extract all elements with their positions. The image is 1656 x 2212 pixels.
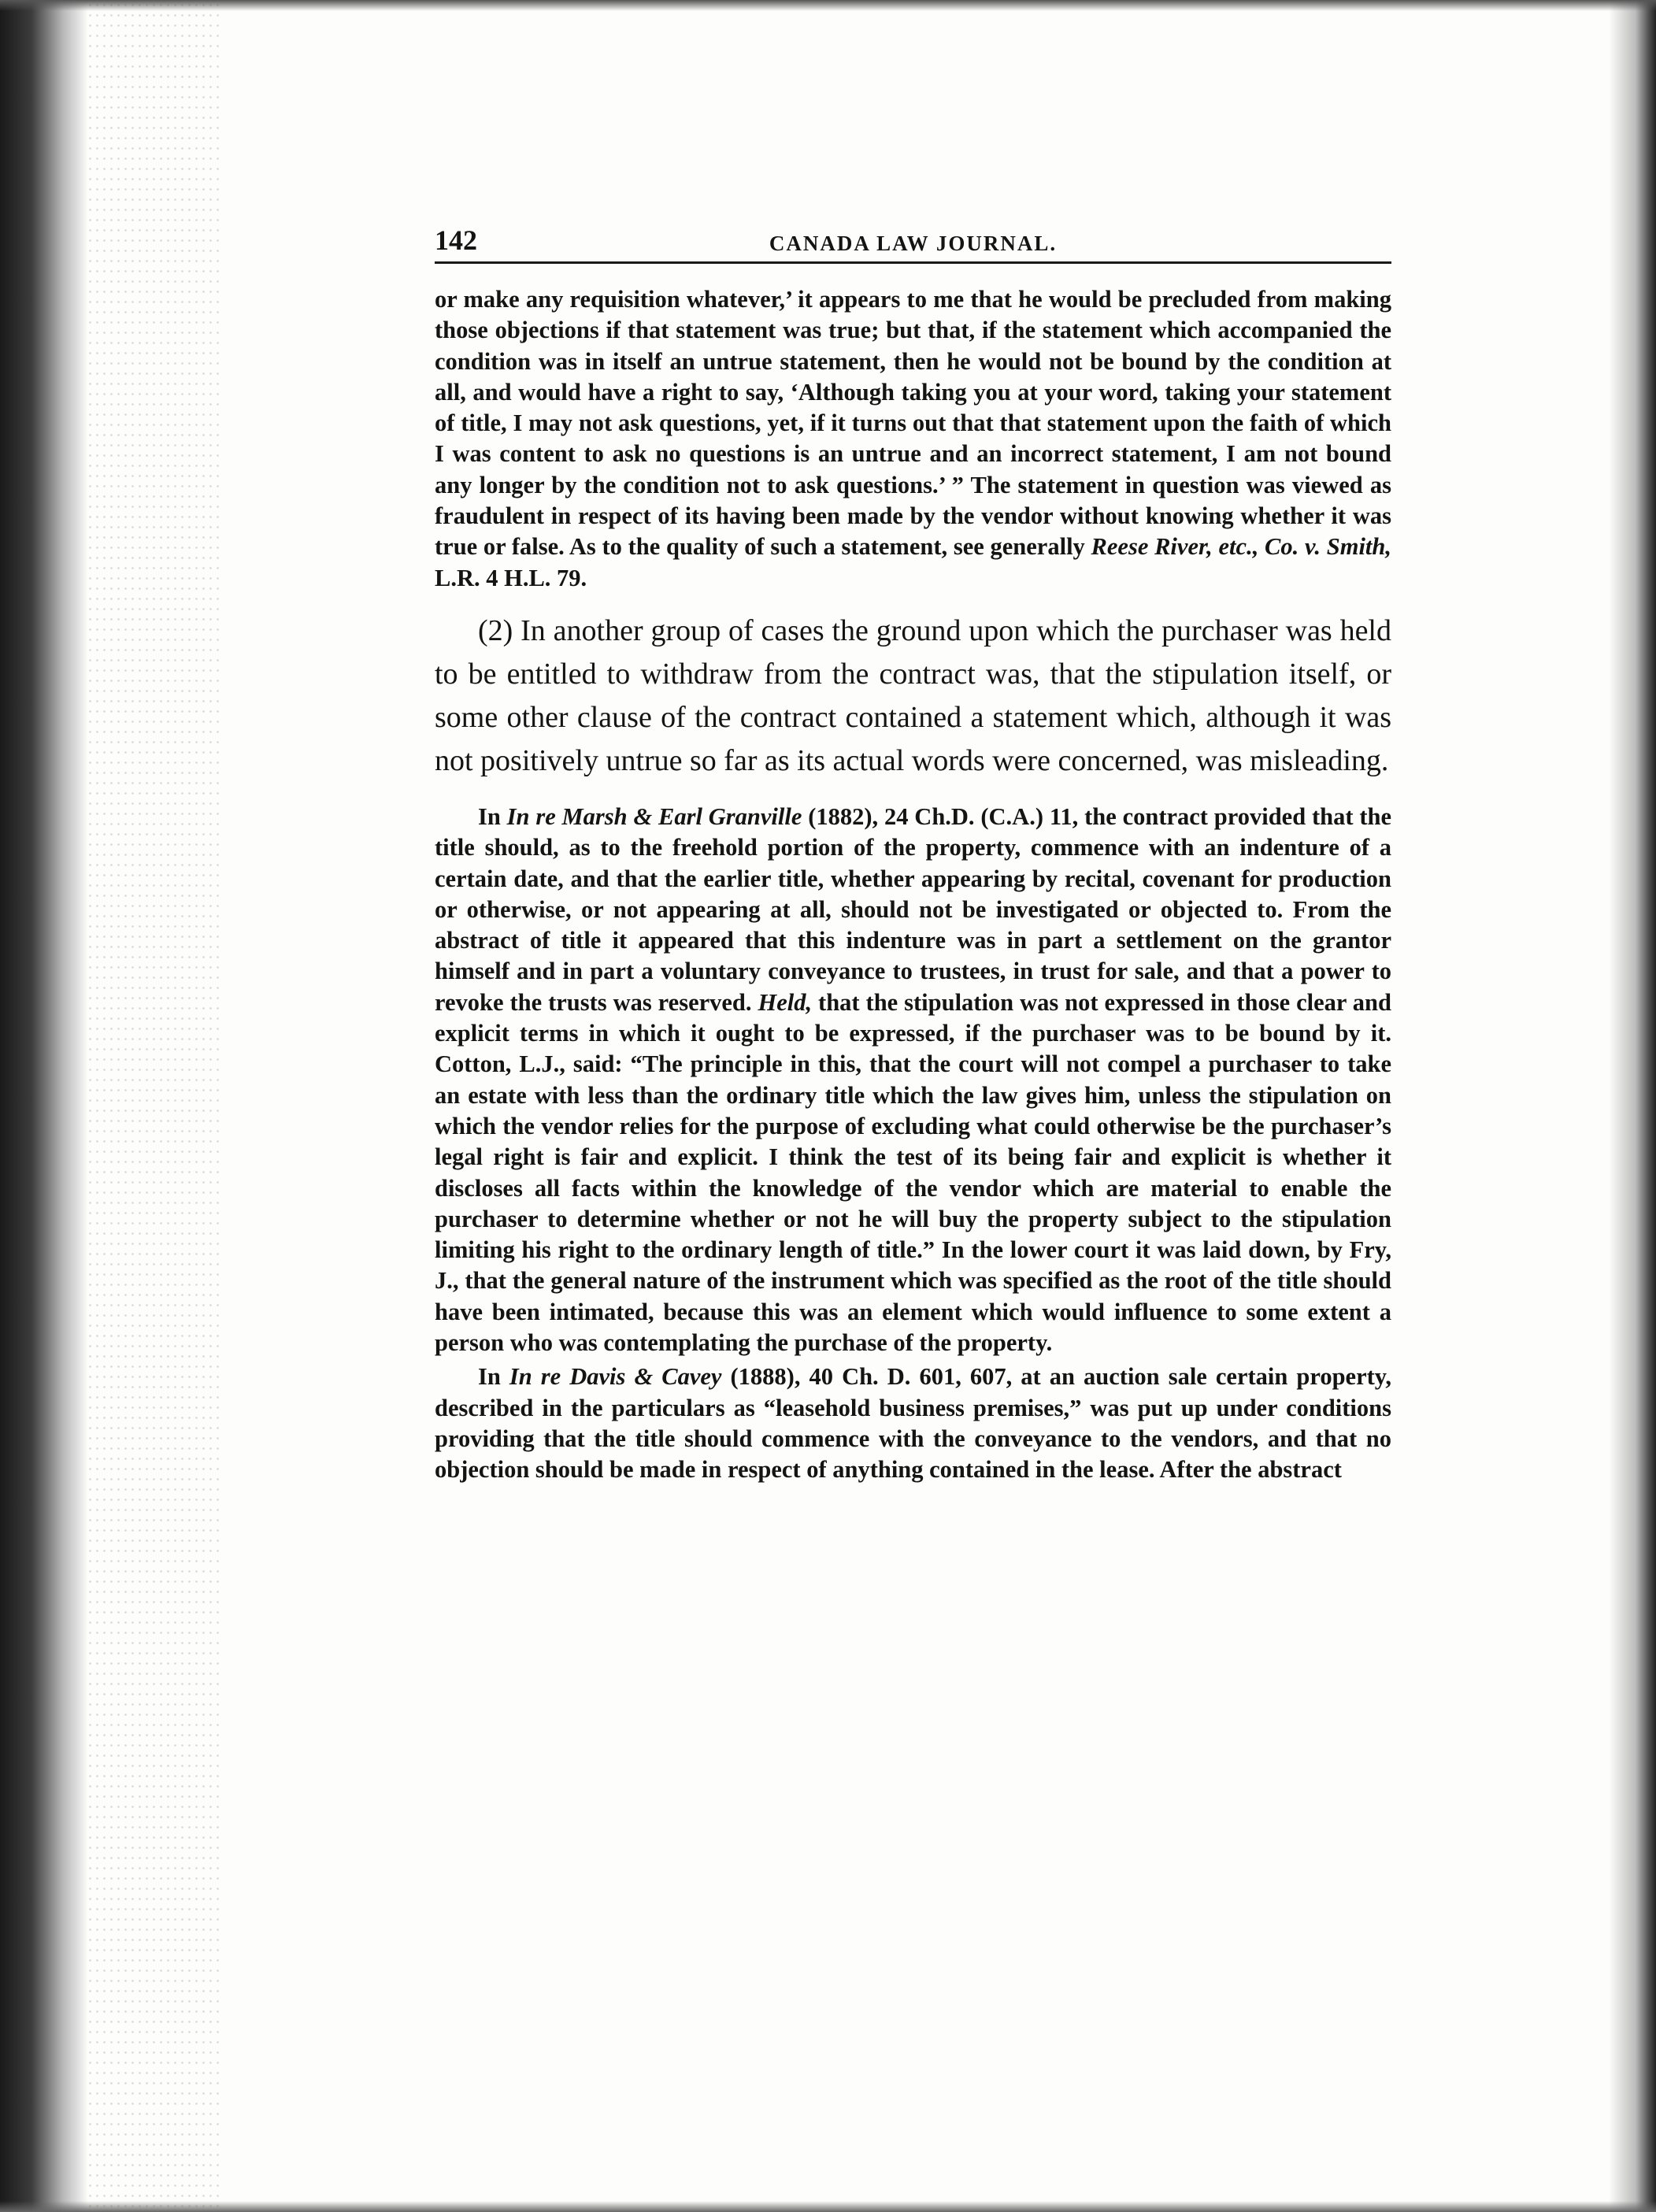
paragraph-text: that the stipulation was not expressed in those clear and explicit terms in which it ought to be expressed, if the purchaser was to be bound by it. Cotton, L.J., said: “The principle in this, that the court will not compel a purchaser to take an estate with less than the ordinary title which the law gives him, unless the stipulation on which the vendor relies for the purpose of excluding what could otherwise be the purchaser’s legal right is fair and explicit. I think the test of its being fair and explicit is whether it discloses all facts within the knowledge of the vendor which are material to enable the purchaser to determine whether or not he will buy the property subject to the stipulation limiting his right to the ordinary length of title.” In the lower court it was laid down, by Fry, J., that the general nature of the instrument which was specified as the root of the title should have been intimated, because this was an element which would influence to some extent a person who was contemplating the purchase of the property.: [435, 988, 1391, 1357]
paragraph-text: (1882), 24 Ch.D. (C.A.) 11, the contract provided that the title should, as to the freehold portion of the property, commence with an indenture of a certain date, and that the earlier title, whether appearing by recital, covenant for production or otherwise, or not appearing at all, should not be investigated or objected to. From the abstract of title it appeared that this indenture was in part a settlement on the grantor himself and in part a voluntary conveyance to trustees, in trust for sale, and that a power to revoke the trusts was reserved.: [435, 802, 1392, 1016]
case-citation: In re Marsh & Earl Granville: [506, 802, 802, 830]
case-citation: Reese River, etc., Co. v. Smith,: [1091, 533, 1391, 561]
paragraph-text: In: [478, 802, 507, 830]
held-label: Held,: [758, 988, 813, 1016]
paragraph-text: In: [478, 1363, 509, 1391]
paragraph-text: or make any requisition whatever,’ it appears to me that he would be precluded from making those objections if that statement was true; but that, if the statement which accompanied the condition was in itself an untrue statement, then he would not be bound by the condition at all, and would have a right to say, ‘Although taking you at your word, taking your statement of title, I may not ask questions, yet, if it turns out that that statement upon the faith of which I was content to ask no questions is an untrue and an incorrect statement, I am not bound any longer by the condition not to ask questions.’ ” The statement in question was viewed as fraudulent in respect of its having been made by the vendor without knowing whether it was true or false. As to the quality of such a statement, see generally: [435, 286, 1391, 561]
case-citation: In re Davis & Cavey: [509, 1363, 722, 1391]
journal-title: CANADA LAW JOURNAL.: [769, 232, 1058, 255]
right-edge-shadow: [1609, 0, 1656, 2212]
page-content: [435, 220, 1391, 1486]
scan-noise: [87, 0, 220, 2212]
top-edge-shadow: [0, 0, 1656, 11]
running-head: [435, 220, 1391, 264]
book-binding-shadow: [0, 0, 88, 2212]
page-number: 142: [435, 224, 477, 256]
paragraph-main-text: (2) In another group of cases the ground upon which the purchaser was held to be entitled to withdraw from the contract was, that the stipulation itself, or some other clause of the contract contained a statement which, although it was not positively untrue so far as its actual words were concerned, was misleading.: [435, 613, 1391, 777]
paragraph-quote-continuation: [435, 284, 1391, 594]
paragraph-text: L.R. 4 H.L. 79.: [435, 564, 587, 591]
bottom-edge-shadow: [0, 2201, 1656, 2212]
paragraph-marsh-case: [435, 802, 1391, 1358]
paragraph-davis-case: [435, 1362, 1391, 1485]
paragraph-text: (1888), 40 Ch. D. 601, 607, at an auction sale certain property, described in the particulars as “leasehold business premises,” was put up under conditions providing that the title should commence with the conveyance to the vendors, and that no objection should be made in respect of anything contained in the lease. After the abstract: [435, 1363, 1391, 1484]
